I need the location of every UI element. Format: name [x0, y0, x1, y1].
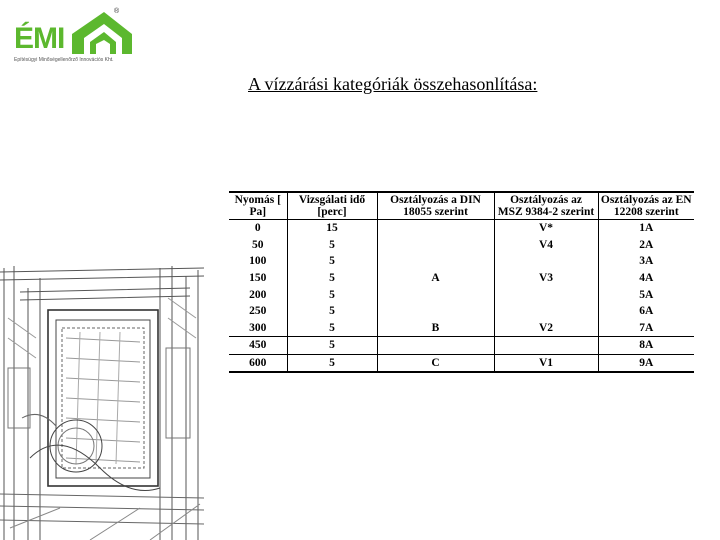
cell-din: C: [377, 354, 494, 372]
cell-time: 5: [287, 286, 377, 303]
table-row: [229, 354, 694, 372]
header-din-18055: Osztályozás a DIN 18055 szerint: [377, 192, 494, 220]
cell-din: B: [377, 320, 494, 337]
table-row: [229, 303, 694, 320]
header-test-time: Vizsgálati idő [perc]: [287, 192, 377, 220]
table-row: [229, 286, 694, 303]
cell-msz: V1: [494, 354, 598, 372]
table-row: [229, 320, 694, 337]
cell-pressure: 300: [249, 321, 267, 334]
cell-en: 8A: [598, 337, 694, 355]
cell-msz: V*: [494, 220, 598, 237]
table-row: [229, 270, 694, 287]
table-header-row: [229, 192, 694, 220]
cell-en: 2A: [598, 237, 694, 254]
logo-subtitle: Építésügyi Minőségellenőrző Innovációs Kht.: [14, 57, 114, 63]
cell-pressure: 50: [252, 238, 264, 251]
comparison-table-wrapper: [229, 191, 694, 373]
cell-pressure: 150: [249, 272, 267, 285]
table-row: [229, 253, 694, 270]
cell-time: 5: [287, 270, 377, 287]
cell-msz: V3: [494, 270, 598, 287]
cell-pressure: 100: [249, 255, 267, 268]
cell-en: 7A: [598, 320, 694, 337]
cell-pressure: 600: [249, 357, 267, 370]
cell-msz: V4: [494, 237, 598, 254]
cell-pressure: 250: [249, 305, 267, 318]
cell-time: 5: [287, 303, 377, 320]
cell-din: [377, 303, 494, 320]
cell-en: 4A: [598, 270, 694, 287]
cell-en: 1A: [598, 220, 694, 237]
watertightness-comparison-table: [229, 191, 694, 373]
cell-din: [377, 237, 494, 254]
cell-din: A: [377, 270, 494, 287]
cell-en: 9A: [598, 354, 694, 372]
cell-din: [377, 337, 494, 355]
cell-time: 5: [287, 253, 377, 270]
cell-msz: [494, 303, 598, 320]
window-test-rig-sketch: [0, 258, 204, 540]
cell-msz: [494, 337, 598, 355]
logo-letters: ÉMI: [14, 22, 65, 55]
cell-time: 5: [287, 320, 377, 337]
header-msz-9384-2: Osztályozás az MSZ 9384-2 szerint: [494, 192, 598, 220]
cell-time: 15: [287, 220, 377, 237]
cell-pressure: 200: [249, 288, 267, 301]
house-roof-icon: [70, 10, 132, 56]
cell-msz: V2: [494, 320, 598, 337]
emi-logo: [10, 6, 128, 68]
header-en-12208: Osztályozás az EN 12208 szerint: [598, 192, 694, 220]
page-title: A vízzárási kategóriák összehasonlítása:: [248, 74, 538, 94]
cell-en: 6A: [598, 303, 694, 320]
cell-pressure: 0: [254, 222, 261, 235]
cell-msz: [494, 253, 598, 270]
cell-pressure: 450: [249, 339, 267, 352]
cell-time: 5: [287, 337, 377, 355]
table-row: [229, 220, 694, 237]
table-row: [229, 337, 694, 355]
cell-time: 5: [287, 354, 377, 372]
cell-msz: [494, 286, 598, 303]
cell-din: [377, 220, 494, 237]
cell-en: 5A: [598, 286, 694, 303]
cell-time: 5: [287, 237, 377, 254]
cell-din: [377, 286, 494, 303]
cell-din: [377, 253, 494, 270]
header-pressure: Nyomás [ Pa]: [234, 194, 281, 218]
table-row: [229, 237, 694, 254]
cell-en: 3A: [598, 253, 694, 270]
registered-mark: ®: [114, 8, 120, 15]
